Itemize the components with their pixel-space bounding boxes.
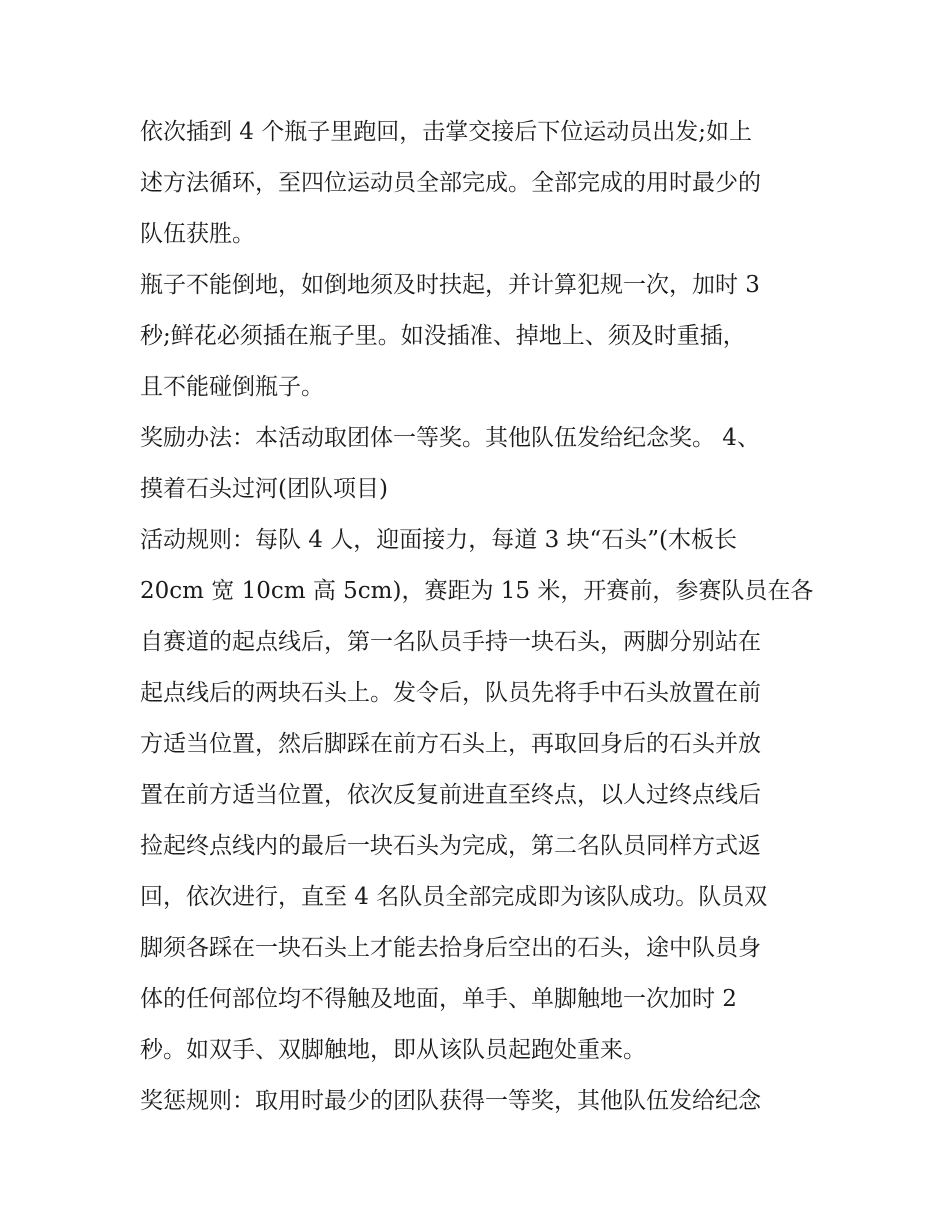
text-line: 起点线后的两块石头上。发令后，队员先将手中石头放置在前: [140, 680, 761, 706]
text-line: 20cm 宽 10cm 高 5cm)，赛距为 15 米，开赛前，参赛队员在各: [140, 578, 814, 604]
text-line: 置在前方适当位置，依次反复前进直至终点，以人过终点线后: [140, 782, 761, 808]
text-line: 脚须各踩在一块石头上才能去拾身后空出的石头，途中队员身: [140, 935, 761, 961]
text-line: 奖励办法：本活动取团体一等奖。其他队伍发给纪念奖。 4、: [140, 425, 760, 451]
text-line: 体的任何部位均不得触及地面，单手、单脚触地一次加时 2: [140, 986, 737, 1012]
text-line: 秒;鲜花必须插在瓶子里。如没插准、掉地上、须及时重插，: [140, 323, 746, 349]
text-line: 回，依次进行，直至 4 名队员全部完成即为该队成功。队员双: [140, 884, 768, 910]
text-line: 队伍获胜。: [140, 221, 255, 247]
text-line: 瓶子不能倒地，如倒地须及时扶起，并计算犯规一次，加时 3: [140, 272, 760, 298]
text-line: 且不能碰倒瓶子。: [140, 374, 324, 400]
text-line: 秒。如双手、双脚触地，即从该队员起跑处重来。: [140, 1037, 646, 1063]
text-line: 述方法循环，至四位运动员全部完成。全部完成的用时最少的: [140, 170, 761, 196]
section-heading-line: 摸着石头过河(团队项目): [140, 476, 388, 502]
text-line: 依次插到 4 个瓶子里跑回，击掌交接后下位运动员出发;如上: [140, 119, 753, 145]
text-line: 自赛道的起点线后，第一名队员手持一块石头，两脚分别站在: [140, 629, 761, 655]
text-line: 活动规则：每队 4 人，迎面接力，每道 3 块“石头”(木板长: [140, 527, 738, 553]
text-line: 捡起终点线内的最后一块石头为完成，第二名队员同样方式返: [140, 833, 761, 859]
text-line: 奖惩规则：取用时最少的团队获得一等奖，其他队伍发给纪念: [140, 1088, 761, 1114]
text-line: 方适当位置，然后脚踩在前方石头上，再取回身后的石头并放: [140, 731, 761, 757]
document-text-body: [140, 107, 820, 1127]
